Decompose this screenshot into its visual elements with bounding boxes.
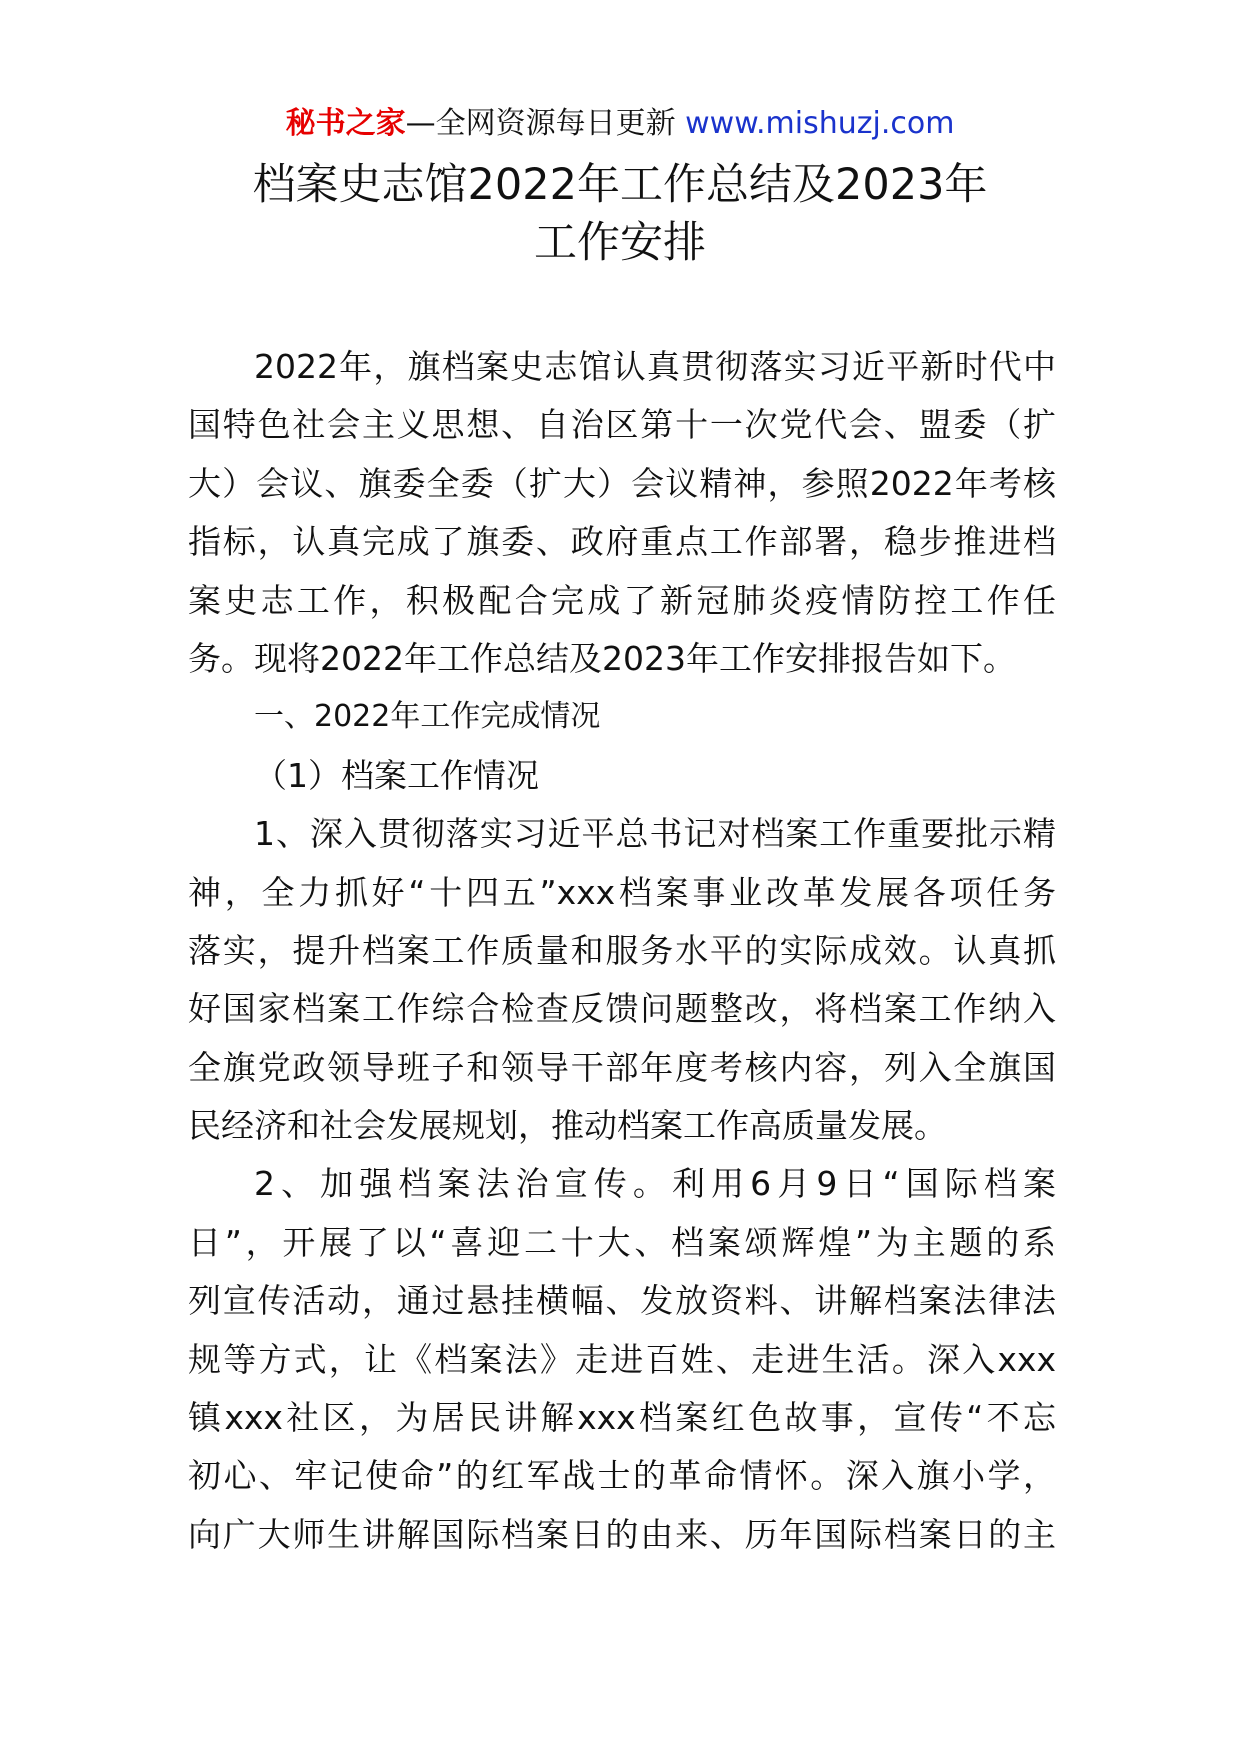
paragraph-line: 1、深入贯彻落实习近平总书记对档案工作重要批示精 [254, 814, 1056, 854]
subsection-heading: （1）档案工作情况 [254, 755, 539, 795]
paragraph-line: 神，全力抓好“十四五”xxx档案事业改革发展各项任务 [188, 872, 1056, 912]
paragraph-line: 2、加强档案法治宣传。利用6月9日“国际档案 [254, 1164, 1056, 1204]
title-line-2: 工作安排 [534, 218, 706, 268]
paragraph-line: 案史志工作，积极配合完成了新冠肺炎疫情防控工作任 [188, 580, 1056, 620]
paragraph-line: 好国家档案工作综合检查反馈问题整改，将档案工作纳入 [188, 989, 1056, 1029]
paragraph-line: 国特色社会主义思想、自治区第十一次党代会、盟委（扩 [188, 405, 1056, 445]
paragraph-line: 列宣传活动，通过悬挂横幅、发放资料、讲解档案法律法 [188, 1281, 1056, 1321]
paragraph-line: 向广大师生讲解国际档案日的由来、历年国际档案日的主 [188, 1514, 1056, 1554]
header-tagline: —全网资源每日更新 [405, 106, 686, 141]
paragraph-line: 镇xxx社区，为居民讲解xxx档案红色故事，宣传“不忘 [188, 1398, 1056, 1438]
paragraph-line: 大）会议、旗委全委（扩大）会议精神，参照2022年考核 [188, 463, 1056, 503]
paragraph-line: 全旗党政领导班子和领导干部年度考核内容，列入全旗国 [188, 1047, 1056, 1087]
title-line-1: 档案史志馆2022年工作总结及2023年 [252, 160, 988, 210]
paragraph-line: 初心、牢记使命”的红军战士的革命情怀。深入旗小学， [188, 1456, 1056, 1496]
section-heading: 一、2022年工作完成情况 [254, 699, 601, 735]
paragraph-line: 日”，开展了以“喜迎二十大、档案颂辉煌”为主题的系 [188, 1222, 1056, 1262]
site-header [0, 100, 1240, 148]
paragraph-line: 2022年，旗档案史志馆认真贯彻落实习近平新时代中 [254, 347, 1056, 386]
paragraph-line: 落实，提升档案工作质量和服务水平的实际成效。认真抓 [188, 930, 1056, 970]
paragraph-line: 务。现将2022年工作总结及2023年工作安排报告如下。 [188, 638, 1016, 678]
paragraph-line: 民经济和社会发展规划，推动档案工作高质量发展。 [188, 1106, 947, 1146]
paragraph-line: 规等方式，让《档案法》走进百姓、走进生活。深入xxx [188, 1339, 1056, 1379]
document-body [188, 338, 1056, 1564]
document-title [0, 156, 1240, 272]
site-url-link[interactable]: www.mishuzj.com [685, 106, 955, 141]
brand-name: 秘书之家 [285, 106, 406, 141]
paragraph-line: 指标，认真完成了旗委、政府重点工作部署，稳步推进档 [188, 522, 1056, 562]
